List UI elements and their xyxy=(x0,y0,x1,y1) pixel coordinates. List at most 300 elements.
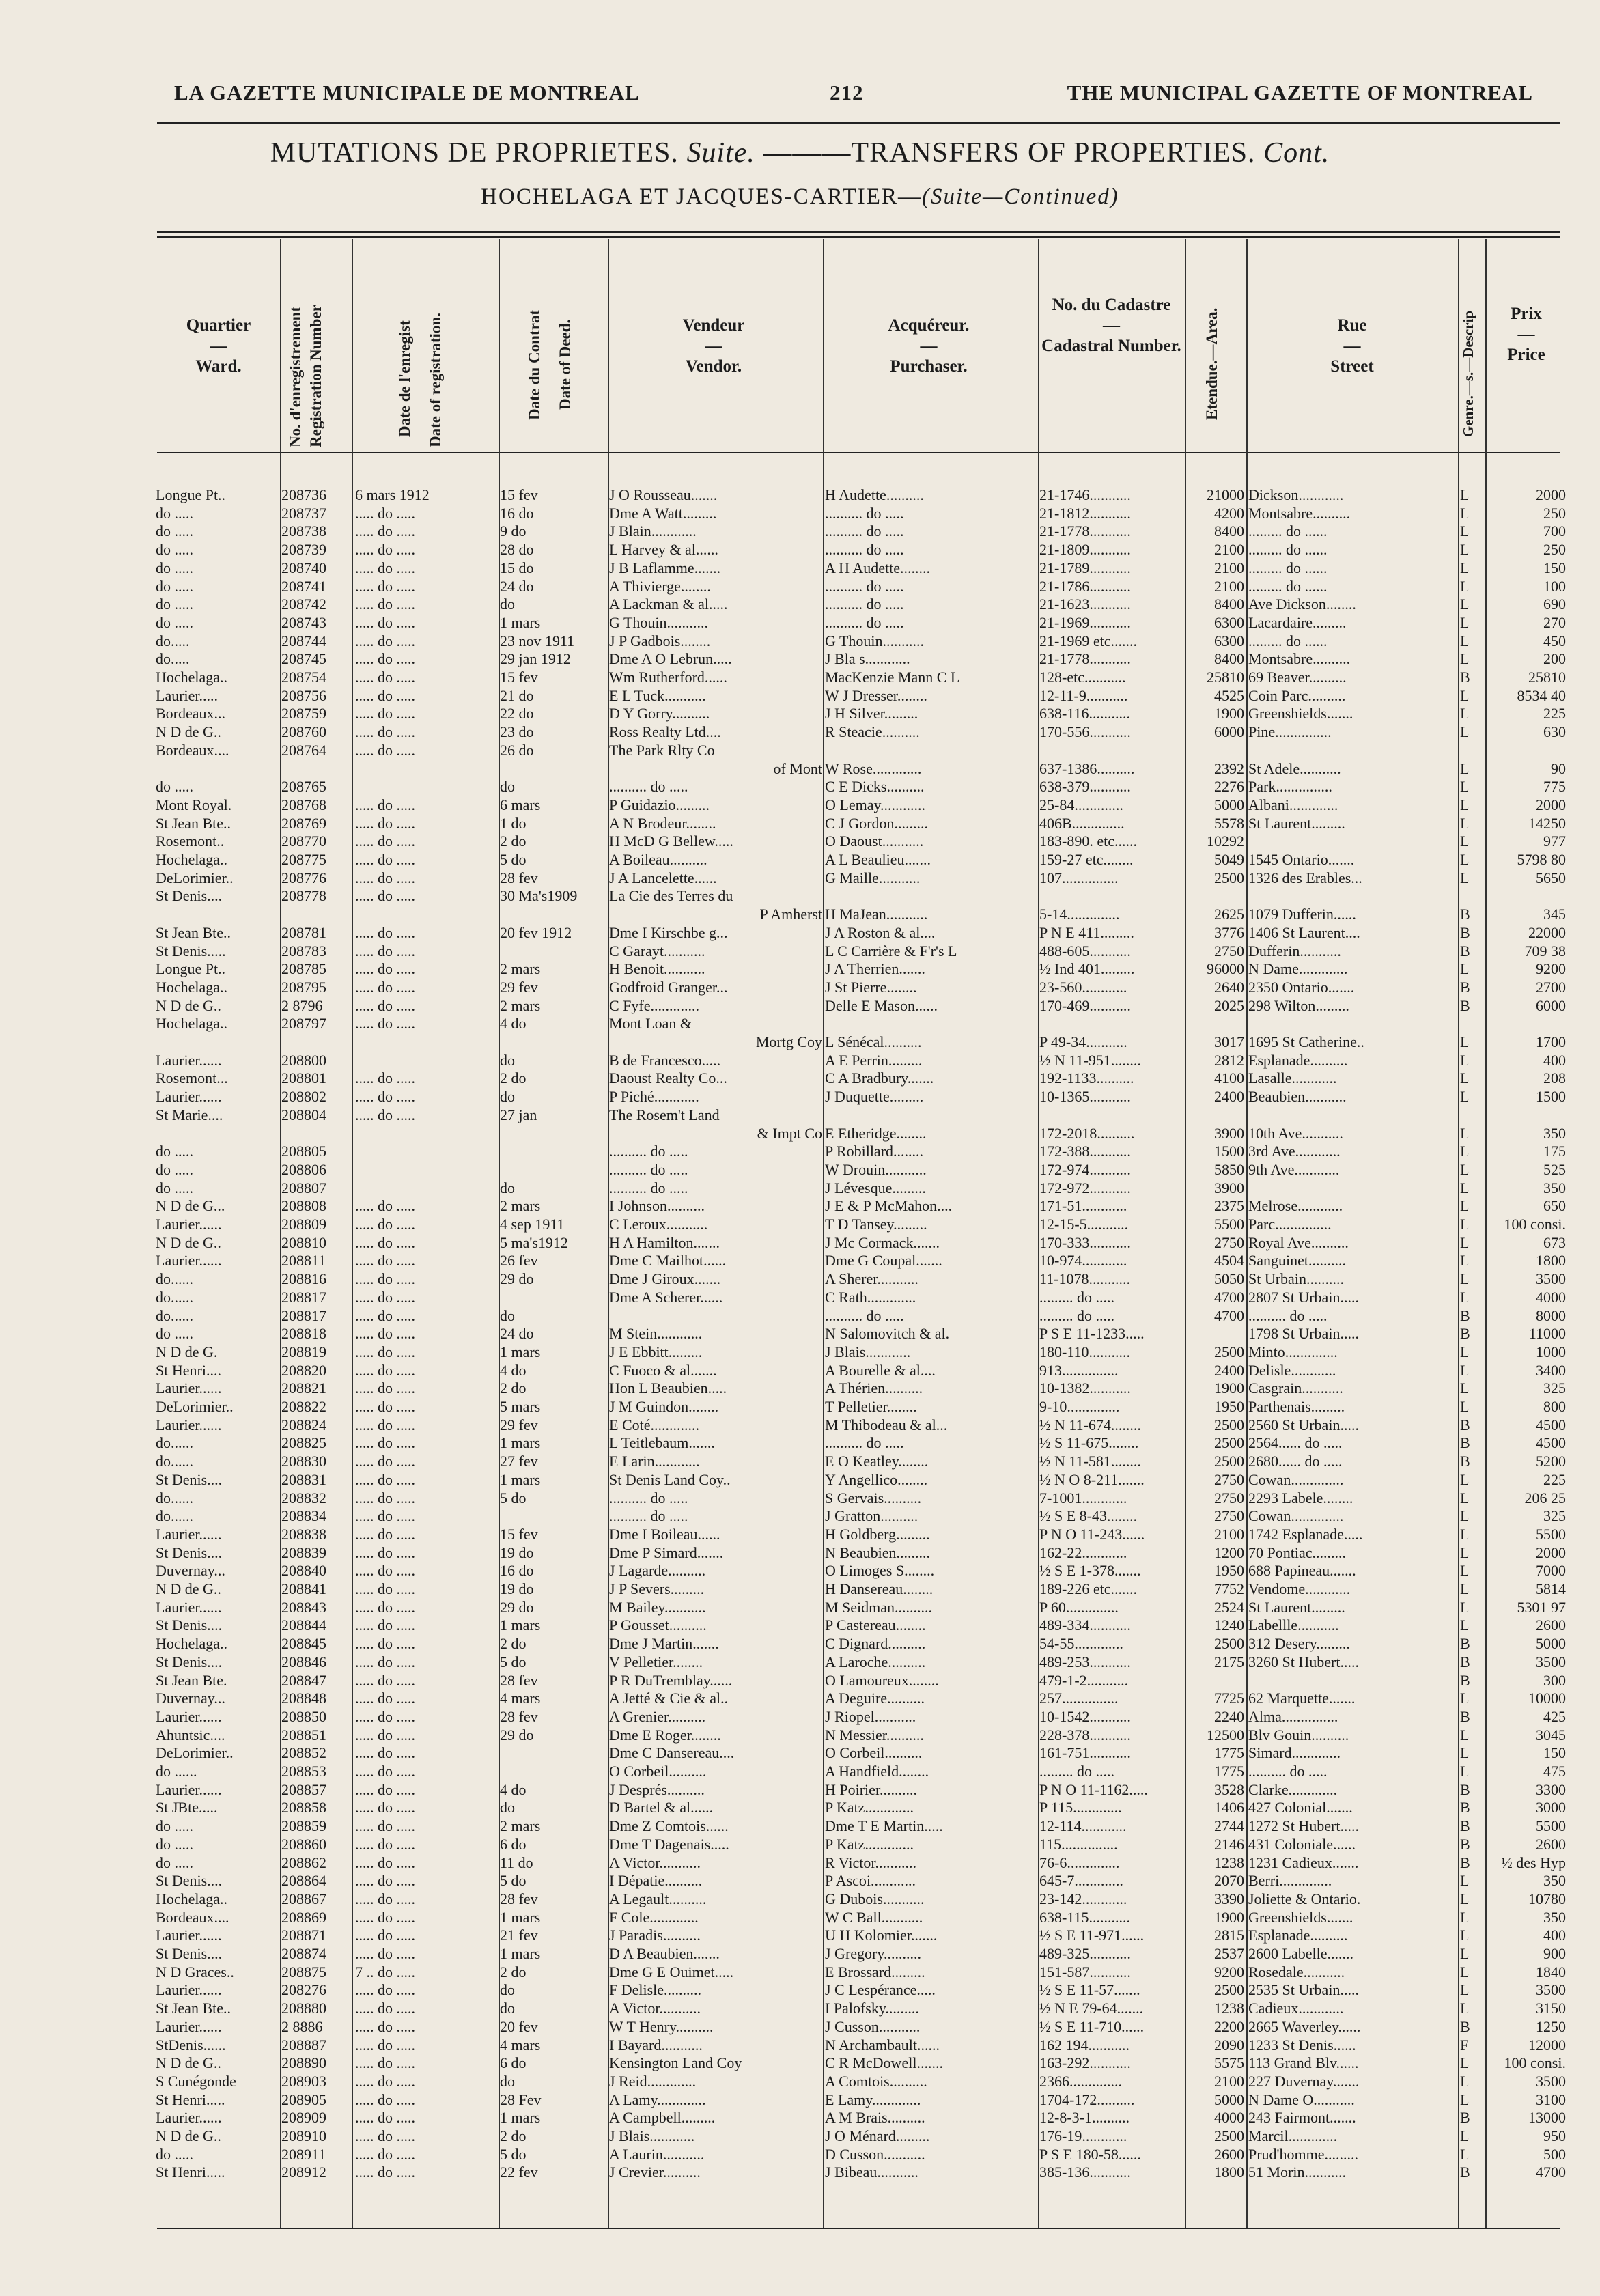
cadastral-number-cell: 638-116........... xyxy=(1039,705,1131,723)
table-row xyxy=(0,1635,1600,1653)
registration-date-cell: ..... do ..... xyxy=(355,1835,415,1853)
table-row xyxy=(0,723,1600,741)
registration-date-cell: ..... do ..... xyxy=(355,1106,415,1123)
registration-number-cell: 208822 xyxy=(281,1398,326,1415)
registration-date-cell: ..... do ..... xyxy=(355,686,415,704)
deed-date-cell: 27 fev xyxy=(500,1453,538,1470)
col-acquereur: Acquéreur. xyxy=(888,316,970,335)
table-row xyxy=(0,796,1600,814)
price-cell: 100 xyxy=(1543,577,1566,595)
street-cell: 2350 Ontario....... xyxy=(1248,978,1355,996)
purchaser-cell: A H Audette........ xyxy=(825,559,930,576)
description-cell: B xyxy=(1460,2017,1470,2035)
street-cell: 1545 Ontario....... xyxy=(1248,851,1355,868)
title-cont: Cont. xyxy=(1263,137,1330,169)
purchaser-cell: J H Silver......... xyxy=(825,705,918,723)
ward-cell: N D de G.. xyxy=(156,1233,221,1251)
registration-number-cell: 208806 xyxy=(281,1160,326,1178)
registration-date-cell: ..... do ..... xyxy=(355,1562,415,1580)
vendor-cell: Dme G E Ouimet..... xyxy=(609,1963,734,1980)
purchaser-cell: J St Pierre........ xyxy=(825,978,917,996)
description-cell: L xyxy=(1460,522,1470,540)
deed-date-cell: 28 fev xyxy=(500,1890,538,1907)
title-sep: ——— xyxy=(763,137,852,169)
ward-cell: St Denis.... xyxy=(156,1945,223,1962)
registration-date-cell: ..... do ..... xyxy=(355,1872,415,1890)
col-head-cadastre: No. du Cadastre — Cadastral Number. xyxy=(1038,295,1185,356)
vendor-cell: J A Lancelette...... xyxy=(609,869,717,886)
vendor-cell: St Denis Land Coy.. xyxy=(609,1470,731,1488)
registration-date-cell: ..... do ..... xyxy=(355,613,415,631)
street-cell: 2535 St Urbain..... xyxy=(1248,1981,1359,1999)
vendor-cell: E L Tuck........... xyxy=(609,686,706,704)
description-cell: L xyxy=(1460,814,1470,832)
table-row xyxy=(0,2127,1600,2145)
street-cell: Montsabre.......... xyxy=(1248,504,1351,522)
registration-date-cell: ..... do ..... xyxy=(355,1598,415,1616)
table-row xyxy=(0,1690,1600,1707)
registration-date-cell: ..... do ..... xyxy=(355,960,415,978)
street-cell: 70 Pontiac......... xyxy=(1248,1543,1346,1561)
vendor-cell: A Victor........... xyxy=(609,2000,701,2017)
vendor-cell: A Victor........... xyxy=(609,1853,701,1871)
registration-number-cell: 208910 xyxy=(281,2127,326,2144)
registration-date-cell: ..... do ..... xyxy=(355,2054,415,2072)
table-row xyxy=(0,887,1600,905)
subtitle-italic: (Suite—Continued) xyxy=(921,184,1119,209)
registration-number-cell: 208841 xyxy=(281,1580,326,1597)
cadastral-number-cell: P S E 11-1233..... xyxy=(1039,1325,1145,1343)
ward-cell: do...... xyxy=(156,1434,193,1452)
registration-number-cell: 208737 xyxy=(281,504,326,522)
purchaser-cell: W Rose............. xyxy=(825,759,922,777)
purchaser-cell: M Seidman.......... xyxy=(825,1598,933,1616)
area-cell: 2500 xyxy=(1214,1453,1244,1470)
registration-date-cell: ..... do ..... xyxy=(355,522,415,540)
area-cell: 2500 xyxy=(1214,869,1244,886)
area-cell: 2750 xyxy=(1214,1489,1244,1507)
price-cell: 630 xyxy=(1543,723,1566,741)
description-cell: B xyxy=(1460,1817,1470,1835)
price-cell: 9200 xyxy=(1536,960,1566,978)
vendor-cell: A Boileau.......... xyxy=(609,851,707,868)
ward-cell: do ..... xyxy=(156,559,193,576)
table-row xyxy=(0,1909,1600,1927)
purchaser-cell: J A Roston & al.... xyxy=(825,923,936,941)
price-cell: 350 xyxy=(1543,1872,1566,1890)
description-cell: L xyxy=(1460,960,1470,978)
area-cell: 2276 xyxy=(1214,778,1244,796)
area-cell: 2815 xyxy=(1214,1927,1244,1944)
col-vendeur: Vendeur xyxy=(682,316,745,335)
table-row xyxy=(0,522,1600,540)
cadastral-number-cell: 9-10.............. xyxy=(1039,1398,1120,1415)
vendor-cell: The Rosem't Land xyxy=(609,1106,720,1123)
registration-date-cell: ..... do ..... xyxy=(355,1216,415,1233)
street-cell: St Laurent......... xyxy=(1248,1598,1345,1616)
area-cell: 1775 xyxy=(1214,1744,1244,1762)
street-cell: Greenshields....... xyxy=(1248,1908,1353,1926)
deed-date-cell: 1 mars xyxy=(500,1343,541,1360)
vendor-cell: Dme E Roger........ xyxy=(609,1726,721,1744)
registration-number-cell: 208867 xyxy=(281,1890,326,1907)
col-head-vendor: Vendeur — Vendor. xyxy=(608,316,819,377)
registration-number-cell: 208764 xyxy=(281,741,326,759)
registration-date-cell: ..... do ..... xyxy=(355,650,415,668)
purchaser-cell: MacKenzie Mann C L xyxy=(825,669,960,686)
registration-date-cell: ..... do ..... xyxy=(355,1780,415,1798)
street-cell: 1695 St Catherine.. xyxy=(1248,1033,1364,1050)
area-cell: 7725 xyxy=(1214,1690,1244,1707)
table-top-rule xyxy=(157,231,1560,233)
vendor-cell: A Laurin........... xyxy=(609,2145,705,2163)
area-cell: 5500 xyxy=(1214,1216,1244,1233)
registration-number-cell: 208795 xyxy=(281,978,326,996)
area-cell: 2524 xyxy=(1214,1598,1244,1616)
registration-date-cell: ..... do ..... xyxy=(355,1507,415,1525)
registration-number-cell: 208905 xyxy=(281,2090,326,2108)
deed-date-cell: 28 fev xyxy=(500,1671,538,1689)
deed-date-cell: 2 do xyxy=(500,1963,527,1980)
table-row xyxy=(0,1307,1600,1325)
description-cell: L xyxy=(1460,778,1470,796)
street-cell: 688 Papineau....... xyxy=(1248,1562,1356,1580)
vendor-cell: .......... do ..... xyxy=(609,778,688,796)
cadastral-number-cell: 21-1789........... xyxy=(1039,559,1131,576)
price-cell: ½ des Hyp xyxy=(1501,1853,1566,1871)
table-row xyxy=(0,2000,1600,2017)
col-head-street: Rue — Street xyxy=(1246,316,1458,377)
description-cell: B xyxy=(1460,906,1470,923)
purchaser-cell: O Daoust........... xyxy=(825,832,924,850)
registration-number-cell: 208859 xyxy=(281,1817,326,1835)
ward-cell: St Henri..... xyxy=(156,2164,225,2181)
street-cell: 10th Ave........... xyxy=(1248,1124,1343,1142)
area-cell: 1200 xyxy=(1214,1543,1244,1561)
vendor-cell: I Johnson.......... xyxy=(609,1197,705,1215)
vendor-cell: P Amherst xyxy=(759,906,822,923)
area-cell: 2500 xyxy=(1214,1434,1244,1452)
registration-number-cell: 208276 xyxy=(281,1981,326,1999)
registration-number-cell: 208850 xyxy=(281,1707,326,1725)
ward-cell: St Denis.... xyxy=(156,1653,223,1670)
table-row xyxy=(0,1088,1600,1106)
description-cell: L xyxy=(1460,1033,1470,1050)
street-cell: Coin Parc.......... xyxy=(1248,686,1346,704)
price-cell: 208 xyxy=(1543,1069,1566,1087)
table-row xyxy=(0,906,1600,923)
deed-date-cell: 28 Fev xyxy=(500,2090,542,2108)
ward-cell: Laurier...... xyxy=(156,1088,222,1106)
area-cell: 4100 xyxy=(1214,1069,1244,1087)
description-cell: L xyxy=(1460,504,1470,522)
registration-number-cell: 208783 xyxy=(281,942,326,960)
street-cell: 1798 St Urbain..... xyxy=(1248,1325,1359,1343)
ward-cell: St Henri.... xyxy=(156,1361,221,1379)
registration-number-cell: 208874 xyxy=(281,1945,326,1962)
street-cell: .......... do ..... xyxy=(1248,1306,1328,1324)
registration-date-cell: ..... do ..... xyxy=(355,1398,415,1415)
ward-cell: St Jean Bte.. xyxy=(156,923,231,941)
registration-number-cell: 208765 xyxy=(281,778,326,796)
purchaser-cell: H Audette.......... xyxy=(825,486,924,503)
registration-date-cell: ..... do ..... xyxy=(355,1817,415,1835)
vendor-cell: J P Severs......... xyxy=(609,1580,705,1597)
description-cell: L xyxy=(1460,1927,1470,1944)
table-row xyxy=(0,1872,1600,1890)
registration-number-cell: 208809 xyxy=(281,1216,326,1233)
registration-number-cell: 208756 xyxy=(281,686,326,704)
col-head-contract-date-en: Date of Deed. xyxy=(557,319,574,410)
table-row xyxy=(0,2091,1600,2109)
price-cell: 3000 xyxy=(1536,1799,1566,1817)
price-cell: 5000 xyxy=(1536,1635,1566,1653)
area-cell: 3017 xyxy=(1214,1033,1244,1050)
registration-number-cell: 208759 xyxy=(281,705,326,723)
street-cell: Lasalle............ xyxy=(1248,1069,1337,1087)
registration-number-cell: 208797 xyxy=(281,1015,326,1033)
purchaser-cell: A L Beaulieu....... xyxy=(825,851,931,868)
description-cell: L xyxy=(1460,1507,1470,1525)
ward-cell: Hochelaga.. xyxy=(156,1890,228,1907)
registration-number-cell: 208821 xyxy=(281,1380,326,1397)
area-cell: 2750 xyxy=(1214,1507,1244,1525)
street-cell: ......... do ...... xyxy=(1248,541,1328,559)
purchaser-cell: D Cusson........... xyxy=(825,2145,925,2163)
registration-date-cell: ..... do ..... xyxy=(355,2164,415,2181)
purchaser-cell: L Sénécal.......... xyxy=(825,1033,922,1050)
deed-date-cell: 6 do xyxy=(500,2054,527,2072)
ward-cell: Hochelaga.. xyxy=(156,669,228,686)
purchaser-cell: S Gervais.......... xyxy=(825,1489,922,1507)
registration-number-cell: 208754 xyxy=(281,669,326,686)
description-cell: B xyxy=(1460,942,1470,960)
purchaser-cell: J A Therrien....... xyxy=(825,960,925,978)
vendor-cell: J P Gadbois........ xyxy=(609,632,711,649)
price-cell: 10780 xyxy=(1528,1890,1566,1907)
registration-number-cell: 208838 xyxy=(281,1525,326,1543)
price-cell: 225 xyxy=(1543,1470,1566,1488)
area-cell: 1950 xyxy=(1214,1562,1244,1580)
price-cell: 5200 xyxy=(1536,1453,1566,1470)
description-cell: B xyxy=(1460,2109,1470,2127)
street-cell: Esplanade.......... xyxy=(1248,1927,1348,1944)
description-cell: L xyxy=(1460,1945,1470,1962)
street-cell: Minto.............. xyxy=(1248,1343,1338,1360)
registration-date-cell: ..... do ..... xyxy=(355,2090,415,2108)
purchaser-cell: J E & P McMahon.... xyxy=(825,1197,953,1215)
street-cell: Vendome............ xyxy=(1248,1580,1351,1597)
registration-number-cell: 208760 xyxy=(281,723,326,741)
registration-date-cell: ..... do ..... xyxy=(355,1343,415,1360)
table-row xyxy=(0,705,1600,723)
table-row xyxy=(0,1106,1600,1124)
table-row xyxy=(0,1143,1600,1160)
col-head-purchaser: Acquéreur. — Purchaser. xyxy=(823,316,1035,377)
registration-number-cell: 208851 xyxy=(281,1726,326,1744)
registration-date-cell: ..... do ..... xyxy=(355,1690,415,1707)
area-cell: 8400 xyxy=(1214,650,1244,668)
deed-date-cell: 16 do xyxy=(500,1562,534,1580)
registration-date-cell: ..... do ..... xyxy=(355,832,415,850)
vendor-cell: Dme T Dagenais..... xyxy=(609,1835,729,1853)
deed-date-cell: do xyxy=(500,1088,515,1106)
table-row xyxy=(0,778,1600,796)
header-right: THE MUNICIPAL GAZETTE OF MONTREAL xyxy=(1067,81,1533,104)
area-cell: 2200 xyxy=(1214,2017,1244,2035)
description-cell: L xyxy=(1460,686,1470,704)
table-row xyxy=(0,2036,1600,2054)
col-vendor: Vendor. xyxy=(685,357,742,376)
vendor-cell: La Cie des Terres du xyxy=(609,887,733,905)
purchaser-cell: O Lemay............ xyxy=(825,796,926,813)
vendor-cell: .......... do ..... xyxy=(609,1507,688,1525)
registration-number-cell: 208840 xyxy=(281,1562,326,1580)
purchaser-cell: A Thérien.......... xyxy=(825,1380,923,1397)
price-cell: 250 xyxy=(1543,504,1566,522)
table-row xyxy=(0,1489,1600,1507)
vendor-cell: Dme Z Comtois...... xyxy=(609,1817,729,1835)
cadastral-number-cell: ½ S E 11-971...... xyxy=(1039,1927,1145,1944)
description-cell: B xyxy=(1460,1671,1470,1689)
registration-date-cell: ..... do ..... xyxy=(355,1981,415,1999)
registration-date-cell: ..... do ..... xyxy=(355,705,415,723)
purchaser-cell: Delle E Mason...... xyxy=(825,996,938,1014)
cadastral-number-cell: 171-51............ xyxy=(1039,1197,1127,1215)
cadastral-number-cell: 172-388........... xyxy=(1039,1143,1131,1160)
col-head-reg-date-en: Date of registration. xyxy=(427,313,444,447)
price-cell: 2000 xyxy=(1536,1543,1566,1561)
price-cell: 3045 xyxy=(1536,1726,1566,1744)
col-head-reg-no-fr: No. d'enregistrement xyxy=(287,306,304,447)
area-cell: 2392 xyxy=(1214,759,1244,777)
cadastral-number-cell: 172-2018.......... xyxy=(1039,1124,1135,1142)
purchaser-cell: G Thouin........... xyxy=(825,632,925,649)
table-row xyxy=(0,2073,1600,2090)
cadastral-number-cell: 25-84............. xyxy=(1039,796,1123,813)
cadastral-number-cell: 489-334........... xyxy=(1039,1616,1131,1634)
deed-date-cell: 4 sep 1911 xyxy=(500,1216,565,1233)
price-cell: 5500 xyxy=(1536,1817,1566,1835)
registration-date-cell: ..... do ..... xyxy=(355,2109,415,2127)
registration-number-cell: 208818 xyxy=(281,1325,326,1343)
vendor-cell: J Blain............ xyxy=(609,522,697,540)
area-cell: 1900 xyxy=(1214,1908,1244,1926)
price-cell: 3100 xyxy=(1536,2090,1566,2108)
table-row xyxy=(0,1252,1600,1270)
purchaser-cell: A Sherer........... xyxy=(825,1270,918,1288)
price-cell: 5814 xyxy=(1536,1580,1566,1597)
vendor-cell: of Mont xyxy=(773,759,822,777)
header-left: LA GAZETTE MUNICIPALE DE MONTREAL xyxy=(174,81,640,104)
purchaser-cell: R Victor........... xyxy=(825,1853,916,1871)
col-cadastral: Cadastral Number. xyxy=(1041,337,1181,355)
cadastral-number-cell: 5-14.............. xyxy=(1039,906,1120,923)
registration-number-cell: 208843 xyxy=(281,1598,326,1616)
area-cell: 4504 xyxy=(1214,1252,1244,1270)
purchaser-cell: .......... do ..... xyxy=(825,1434,904,1452)
vendor-cell: P Piché............ xyxy=(609,1088,699,1106)
table-row xyxy=(0,742,1600,759)
ward-cell: DeLorimier.. xyxy=(156,869,234,886)
registration-number-cell: 208778 xyxy=(281,887,326,905)
deed-date-cell: 19 do xyxy=(500,1580,534,1597)
purchaser-cell: H MaJean........... xyxy=(825,906,928,923)
ward-cell: St Jean Bte.. xyxy=(156,2000,231,2017)
deed-date-cell: do xyxy=(500,2000,515,2017)
description-cell: B xyxy=(1460,1453,1470,1470)
table-row xyxy=(0,979,1600,996)
description-cell: L xyxy=(1460,1252,1470,1270)
registration-number-cell: 208825 xyxy=(281,1434,326,1452)
cadastral-number-cell: ......... do ..... xyxy=(1039,1306,1114,1324)
purchaser-cell: Dme T E Martin..... xyxy=(825,1817,943,1835)
area-cell: 12500 xyxy=(1207,1726,1244,1744)
vendor-cell: J O Rousseau....... xyxy=(609,486,718,503)
area-cell: 6000 xyxy=(1214,723,1244,741)
area-cell: 5850 xyxy=(1214,1160,1244,1178)
vendor-cell: Dme I Boileau...... xyxy=(609,1525,720,1543)
cadastral-number-cell: P 49-34........... xyxy=(1039,1033,1127,1050)
registration-number-cell: 208864 xyxy=(281,1872,326,1890)
description-cell: L xyxy=(1460,559,1470,576)
vendor-cell: A Grenier.......... xyxy=(609,1707,706,1725)
vendor-cell: A Campbell......... xyxy=(609,2109,716,2127)
street-cell: Esplanade.......... xyxy=(1248,1051,1348,1069)
deed-date-cell: 1 mars xyxy=(500,1470,541,1488)
street-cell: N Dame............. xyxy=(1248,960,1348,978)
table-row xyxy=(0,1653,1600,1671)
col-head-area: Etendue.—Area. xyxy=(1203,307,1220,420)
col-head-contract-date-fr: Date du Contrat xyxy=(526,310,543,420)
street-cell: Park............... xyxy=(1248,778,1332,796)
area-cell: 1800 xyxy=(1214,2164,1244,2181)
area-cell: 3900 xyxy=(1214,1124,1244,1142)
registration-date-cell: ..... do ..... xyxy=(355,2072,415,2090)
vendor-cell: C Fyfe............. xyxy=(609,996,699,1014)
cadastral-number-cell: 10-974............ xyxy=(1039,1252,1127,1270)
registration-date-cell: ..... do ..... xyxy=(355,796,415,813)
description-cell: L xyxy=(1460,1233,1470,1251)
registration-date-cell: ..... do ..... xyxy=(355,1197,415,1215)
area-cell: 2400 xyxy=(1214,1361,1244,1379)
cadastral-number-cell: 128-etc........... xyxy=(1039,669,1126,686)
vendor-cell: Daoust Realty Co... xyxy=(609,1069,727,1087)
vendor-cell: H A Hamilton....... xyxy=(609,1233,720,1251)
price-cell: 345 xyxy=(1543,906,1566,923)
area-cell: 2744 xyxy=(1214,1817,1244,1835)
purchaser-cell: O Limoges S........ xyxy=(825,1562,935,1580)
deed-date-cell: 2 mars xyxy=(500,996,541,1014)
cadastral-number-cell: ½ S E 1-378....... xyxy=(1039,1562,1141,1580)
area-cell: 1240 xyxy=(1214,1616,1244,1634)
price-cell: 150 xyxy=(1543,1744,1566,1762)
purchaser-cell: J Mc Cormack....... xyxy=(825,1233,940,1251)
street-cell: Parc............... xyxy=(1248,1216,1332,1233)
ward-cell: Laurier...... xyxy=(156,1380,222,1397)
ward-cell: N D de G.. xyxy=(156,723,221,741)
purchaser-cell: N Salomovitch & al. xyxy=(825,1325,950,1343)
table-row xyxy=(0,632,1600,650)
ward-cell: StDenis...... xyxy=(156,2036,226,2054)
registration-number-cell: 208805 xyxy=(281,1143,326,1160)
description-cell: B xyxy=(1460,1707,1470,1725)
registration-number-cell: 208852 xyxy=(281,1744,326,1762)
description-cell: L xyxy=(1460,796,1470,813)
ward-cell: Hochelaga.. xyxy=(156,978,228,996)
registration-date-cell: ..... do ..... xyxy=(355,1453,415,1470)
purchaser-cell: J C Lespérance..... xyxy=(825,1981,936,1999)
